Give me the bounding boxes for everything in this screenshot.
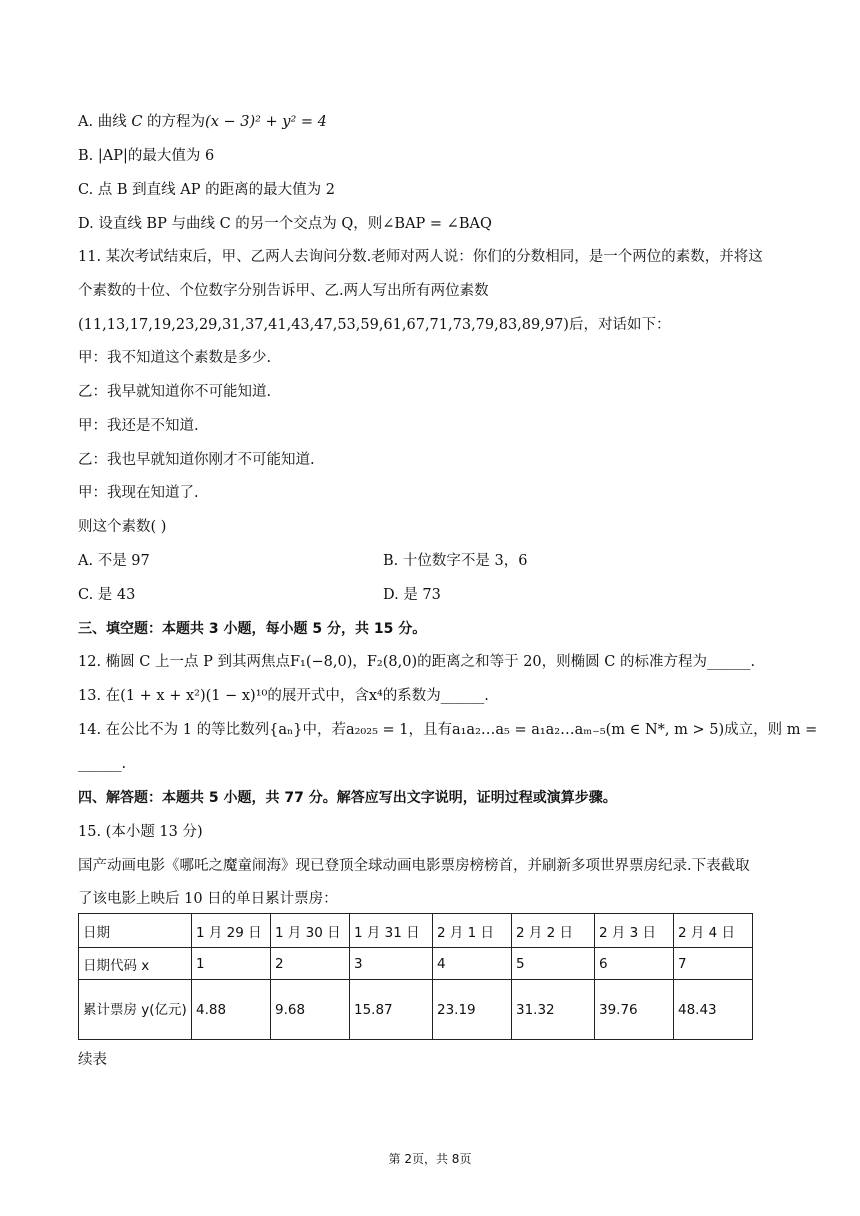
q10-option-a	[78, 112, 327, 132]
q10-option-c: C. 点 B 到直线 AP 的距离的最大值为 2	[78, 182, 335, 198]
table-cell: 23.19	[433, 980, 512, 1040]
q11-stem-line1: 11. 某次考试结束后，甲、乙两人去询问分数.老师对两人说：你们的分数相同，是一个两位的素数，并将这	[78, 249, 763, 265]
table-cell: 6	[595, 948, 674, 980]
curve-variable: C	[131, 114, 143, 130]
table-cell: 2 月 1 日	[433, 914, 512, 948]
circle-equation: (x − 3)² + y² = 4	[205, 114, 327, 130]
table-cell: 31.32	[512, 980, 595, 1040]
table-row	[79, 914, 753, 948]
table-cell: 39.76	[595, 980, 674, 1040]
q11-dialogue-2: 乙：我早就知道你不可能知道.	[78, 384, 272, 400]
table-cell: 1 月 31 日	[350, 914, 433, 948]
q11-option-c: C. 是 43	[78, 587, 136, 603]
q13: 13. 在(1 + x + x²)(1 − x)¹⁰的展开式中，含x⁴的系数为______.	[78, 688, 489, 704]
q15-heading: 15. (本小题 13 分)	[78, 824, 203, 840]
table-cell: 15.87	[350, 980, 433, 1040]
q11-stem-line2: 个素数的十位、个位数字分别告诉甲、乙.两人写出所有两位素数	[78, 283, 489, 299]
table-cell: 1 月 30 日	[271, 914, 350, 948]
table-cell: 2 月 3 日	[595, 914, 674, 948]
q11-dialogue-4: 乙：我也早就知道你刚才不可能知道.	[78, 452, 315, 468]
q11-option-b: B. 十位数字不是 3，6	[383, 553, 528, 569]
q11-dialogue-3: 甲：我还是不知道.	[78, 418, 199, 434]
section-4-heading: 四、解答题：本题共 5 小题，共 77 分。解答应写出文字说明，证明过程或演算步骤。	[78, 790, 617, 806]
table-cell: 7	[674, 948, 753, 980]
table-cell: 1	[192, 948, 271, 980]
option-a-mid: 的方程为	[147, 114, 206, 130]
row-label-box-office: 累计票房 y(亿元)	[79, 980, 192, 1040]
row-label-date: 日期	[79, 914, 192, 948]
q11-dialogue-5: 甲：我现在知道了.	[78, 485, 199, 501]
table-cell: 4.88	[192, 980, 271, 1040]
page-footer: 第 2页，共 8页	[388, 1152, 472, 1166]
table-cell: 5	[512, 948, 595, 980]
table-cell: 2 月 4 日	[674, 914, 753, 948]
row-label-code: 日期代码 x	[79, 948, 192, 980]
q15-paragraph-2: 了该电影上映后 10 日的单日累计票房：	[78, 891, 338, 907]
q14-line1: 14. 在公比不为 1 的等比数列{aₙ}中，若a₂₀₂₅ = 1，且有a₁a₂…a₅ = a₁a₂…aₘ₋₅(m ∈ N*, m > 5)成立，则 m =	[78, 722, 818, 738]
q12: 12. 椭圆 C 上一点 P 到其两焦点F₁(−8,0)，F₂(8,0)的距离之和等于 20，则椭圆 C 的标准方程为______.	[78, 654, 756, 670]
table-cell: 3	[350, 948, 433, 980]
table-cell: 4	[433, 948, 512, 980]
q15-paragraph-1: 国产动画电影《哪吒之魔童闹海》现已登顶全球动画电影票房榜榜首，并刷新多项世界票房纪录.下表截取	[78, 858, 750, 874]
q11-option-a: A. 不是 97	[78, 553, 150, 569]
box-office-table	[78, 913, 753, 1040]
option-a-prefix: A. 曲线	[78, 114, 127, 130]
q11-option-d: D. 是 73	[383, 587, 441, 603]
table-cell: 2	[271, 948, 350, 980]
q14-line2: ______.	[78, 756, 127, 772]
q10-option-d: D. 设直线 BP 与曲线 C 的另一个交点为 Q，则∠BAP = ∠BAQ	[78, 216, 492, 232]
table-row	[79, 980, 753, 1040]
table-cell: 48.43	[674, 980, 753, 1040]
q10-option-b: B. |AP|的最大值为 6	[78, 148, 215, 164]
q11-dialogue-1: 甲：我不知道这个素数是多少.	[78, 350, 272, 366]
table-cell: 2 月 2 日	[512, 914, 595, 948]
section-3-heading: 三、填空题：本题共 3 小题，每小题 5 分，共 15 分。	[78, 621, 427, 637]
q11-question: 则这个素数( )	[78, 519, 167, 535]
table-row	[79, 948, 753, 980]
table-cell: 9.68	[271, 980, 350, 1040]
q11-prime-list: (11,13,17,19,23,29,31,37,41,43,47,53,59,61,67,71,73,79,83,89,97)后，对话如下：	[78, 317, 671, 333]
table-continued-label: 续表	[78, 1052, 107, 1068]
table-cell: 1 月 29 日	[192, 914, 271, 948]
